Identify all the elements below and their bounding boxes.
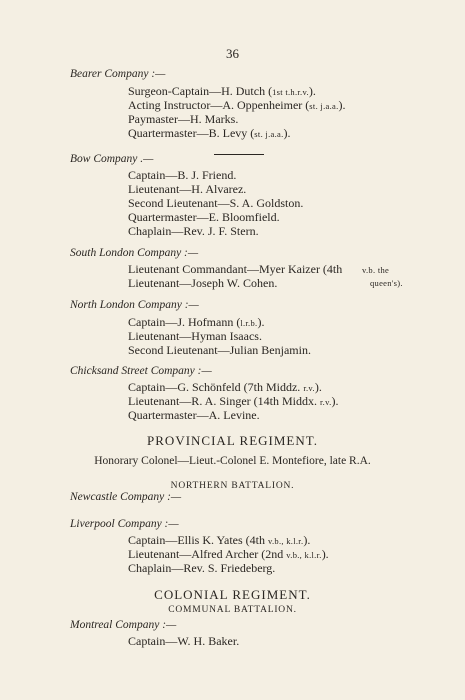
north-london-captain: Captain—J. Hofmann (l.r.b.). [128,315,265,329]
liverpool-chaplain: Chaplain—Rev. S. Friedeberg. [128,561,276,575]
chicksand-captain: Captain—G. Schönfeld (7th Middz. r.v.). [128,380,322,394]
liverpool-lieutenant: Lieutenant—Alfred Archer (2nd v.b., k.l.r.). [128,547,329,561]
section-divider [214,154,264,155]
bow-quartermaster: Quartermaster—E. Bloomfield. [128,210,280,224]
colonial-regiment-title: COLONIAL REGIMENT. [154,587,311,602]
bearer-company-heading: Bearer Company :— [70,68,166,80]
bearer-surgeon-captain: Surgeon-Captain—H. Dutch (1st t.h.r.v.). [128,84,316,98]
provincial-regiment-title: PROVINCIAL REGIMENT. [147,433,318,448]
northern-battalion-heading: NORTHERN BATTALION. [170,481,295,491]
bearer-acting-instructor: Acting Instructor—A. Oppenheimer (st. j.a.a.). [128,98,346,112]
chicksand-quartermaster: Quartermaster—A. Levine. [128,408,260,422]
bow-lieutenant: Lieutenant—H. Alvarez. [128,182,247,196]
bow-company-heading: Bow Company .— [70,153,154,165]
north-london-second-lieutenant: Second Lieutenant—Julian Benjamin. [128,343,311,357]
page-number: 36 [226,46,239,61]
north-london-lieutenant: Lieutenant—Hyman Isaacs. [128,329,262,343]
communal-battalion-heading: COMMUNAL BATTALION. [168,605,297,615]
south-london-heading: South London Company :— [70,247,199,259]
chicksand-lieutenant: Lieutenant—R. A. Singer (14th Middx. r.v.). [128,394,339,408]
bearer-paymaster: Paymaster—H. Marks. [128,112,239,126]
bow-captain: Captain—B. J. Friend. [128,168,237,182]
south-london-lieut-commandant: Lieutenant Commandant—Myer Kaizer (4th [128,262,343,276]
liverpool-captain: Captain—Ellis K. Yates (4th v.b., k.l.r.). [128,533,311,547]
south-london-regiment-note-1: v.b. the [362,265,390,275]
bow-chaplain: Chaplain—Rev. J. F. Stern. [128,224,259,238]
newcastle-heading: Newcastle Company :— [70,491,182,503]
bearer-quartermaster: Quartermaster—B. Levy (st. j.a.a.). [128,126,291,140]
liverpool-heading: Liverpool Company :— [70,518,179,530]
provincial-honorary-colonel: Honorary Colonel—Lieut.-Colonel E. Montefiore, late R.A. [94,455,371,467]
bow-second-lieutenant: Second Lieutenant—S. A. Goldston. [128,196,304,210]
south-london-regiment-note-2: queen's). [370,278,403,288]
montreal-captain: Captain—W. H. Baker. [128,634,240,648]
chicksand-heading: Chicksand Street Company :— [70,365,212,377]
south-london-lieutenant: Lieutenant—Joseph W. Cohen. [128,276,278,290]
north-london-heading: North London Company :— [70,299,199,311]
montreal-heading: Montreal Company :— [70,619,177,631]
